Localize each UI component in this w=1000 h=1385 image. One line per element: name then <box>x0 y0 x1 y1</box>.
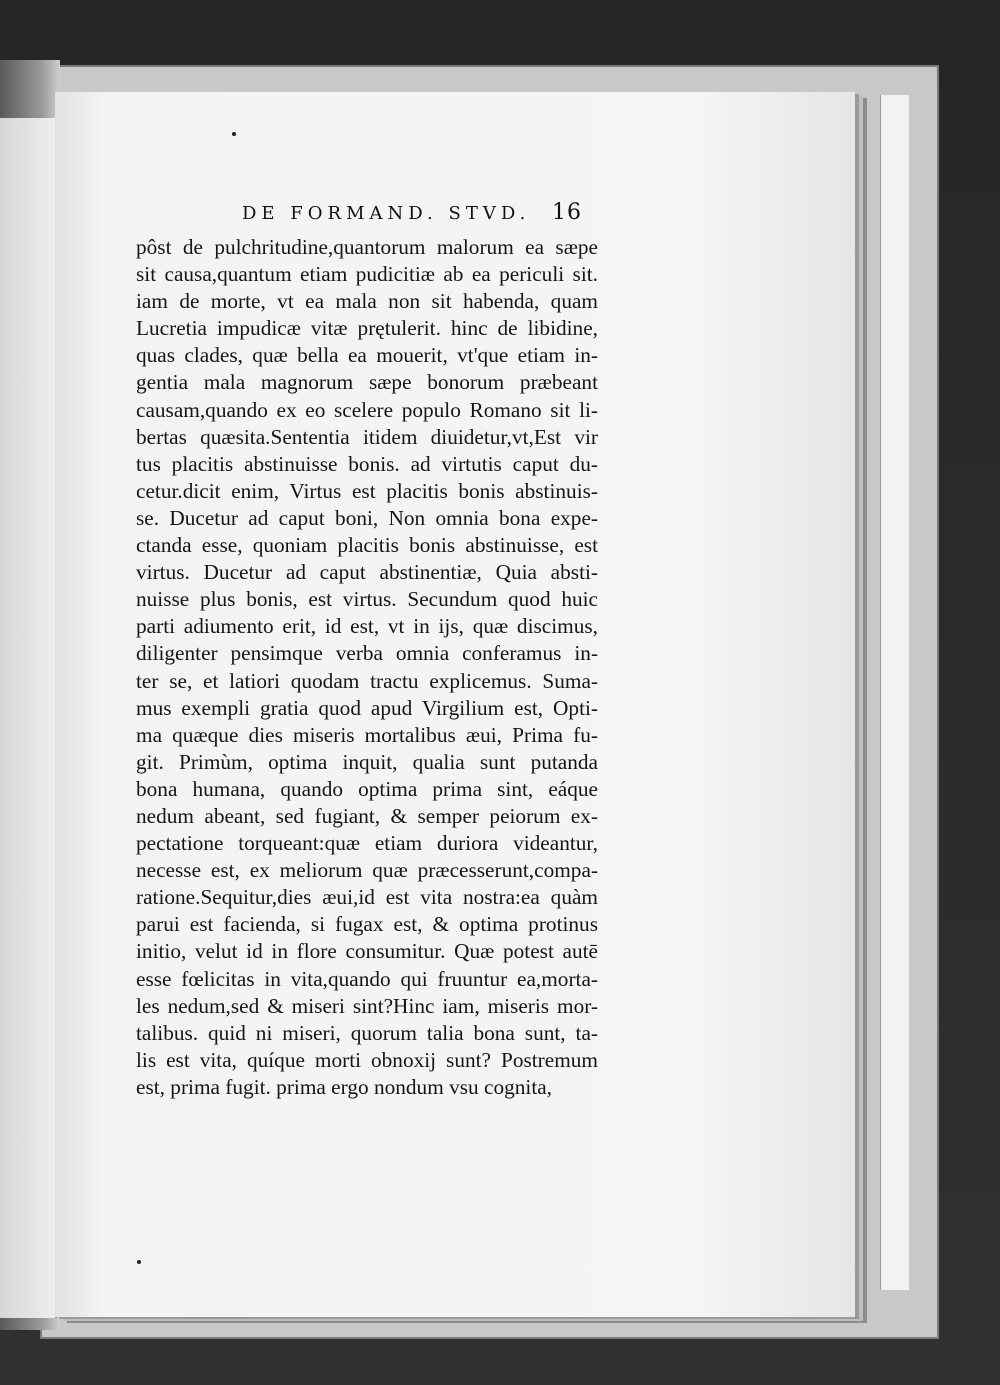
ink-speck <box>232 132 236 136</box>
text-line: nuisse plus bonis, est virtus. Secundum quod huic <box>136 587 598 612</box>
text-line: parui est facienda, si fugax est, & optima protinus <box>136 912 598 937</box>
text-line: mus exempli gratia quod apud Virgilium est, Opti- <box>136 695 598 720</box>
page-number: 16 <box>552 200 582 225</box>
text-line: Lucretia impudicæ vitæ prętulerit. hinc de libidine, <box>136 316 598 341</box>
left-page-edge <box>0 118 57 1318</box>
text-line: tus placitis abstinuisse bonis. ad virtutis caput du- <box>136 451 598 476</box>
text-line: iam de morte, vt ea mala non sit habenda, quam <box>136 289 598 314</box>
text-line: initio, velut id in flore consumitur. Quæ potest autē <box>136 939 598 964</box>
text-line: sit causa,quantum etiam pudicitiæ ab ea periculi sit. <box>136 262 598 287</box>
text-line: cetur.dicit enim, Virtus est placitis bonis abstinuis- <box>136 478 598 503</box>
running-head <box>242 200 582 230</box>
ink-speck <box>137 1260 141 1264</box>
text-line: pectatione torqueant:quæ etiam duriora videantur, <box>136 831 598 856</box>
text-line: virtus. Ducetur ad caput abstinentiæ, Quia absti- <box>136 560 598 585</box>
text-line: bertas quæsita.Sententia itidem diuidetur,vt,Est vir <box>136 424 598 449</box>
text-line: parti adiumento erit, id est, vt in ijs, quæ discimus, <box>136 614 598 639</box>
text-line: diligenter pensimque verba omnia conferamus in- <box>136 641 598 666</box>
text-line: esse fœlicitas in vita,quando qui fruuntur ea,morta- <box>136 966 598 991</box>
text-line: lis est vita, quíque morti obnoxij sunt? Postremum <box>136 1047 598 1072</box>
text-line: nedum abeant, sed fugiant, & semper peiorum ex- <box>136 803 598 828</box>
text-line: ter se, et latiori quodam tractu explicemus. Suma- <box>136 668 598 693</box>
text-line: pôst de pulchritudine,quantorum malorum ea sæpe <box>136 235 598 259</box>
text-line: ma quæque dies miseris mortalibus æui, Prima fu- <box>136 722 598 747</box>
text-line: talibus. quid ni miseri, quorum talia bona sunt, ta- <box>136 1020 598 1045</box>
text-line: gentia mala magnorum sæpe bonorum præbeant <box>136 370 598 395</box>
text-line: necesse est, ex meliorum quæ præcesserunt,compa- <box>136 858 598 883</box>
text-line: git. Primùm, optima inquit, qualia sunt putanda <box>136 749 598 774</box>
text-line: bona humana, quando optima prima sint, eáque <box>136 776 598 801</box>
running-head-title: DE FORMAND. STVD. <box>242 203 531 224</box>
text-line: se. Ducetur ad caput boni, Non omnia bona expe- <box>136 505 598 530</box>
text-line: causam,quando ex eo scelere populo Romano sit li- <box>136 397 598 422</box>
text-line: est, prima fugit. prima ergo nondum vsu cognita, <box>136 1074 553 1099</box>
board-edge-strip <box>880 95 909 1290</box>
body-text <box>136 234 598 1101</box>
text-line: les nedum,sed & miseri sint?Hinc iam, miseris mor- <box>136 993 598 1018</box>
text-line: ratione.Sequitur,dies æui,id est vita nostra:ea quàm <box>136 885 598 910</box>
text-line: ctanda esse, quoniam placitis bonis abstinuisse, est <box>136 533 598 558</box>
text-line: quas clades, quæ bella ea mouerit, vt'que etiam in- <box>136 343 598 368</box>
